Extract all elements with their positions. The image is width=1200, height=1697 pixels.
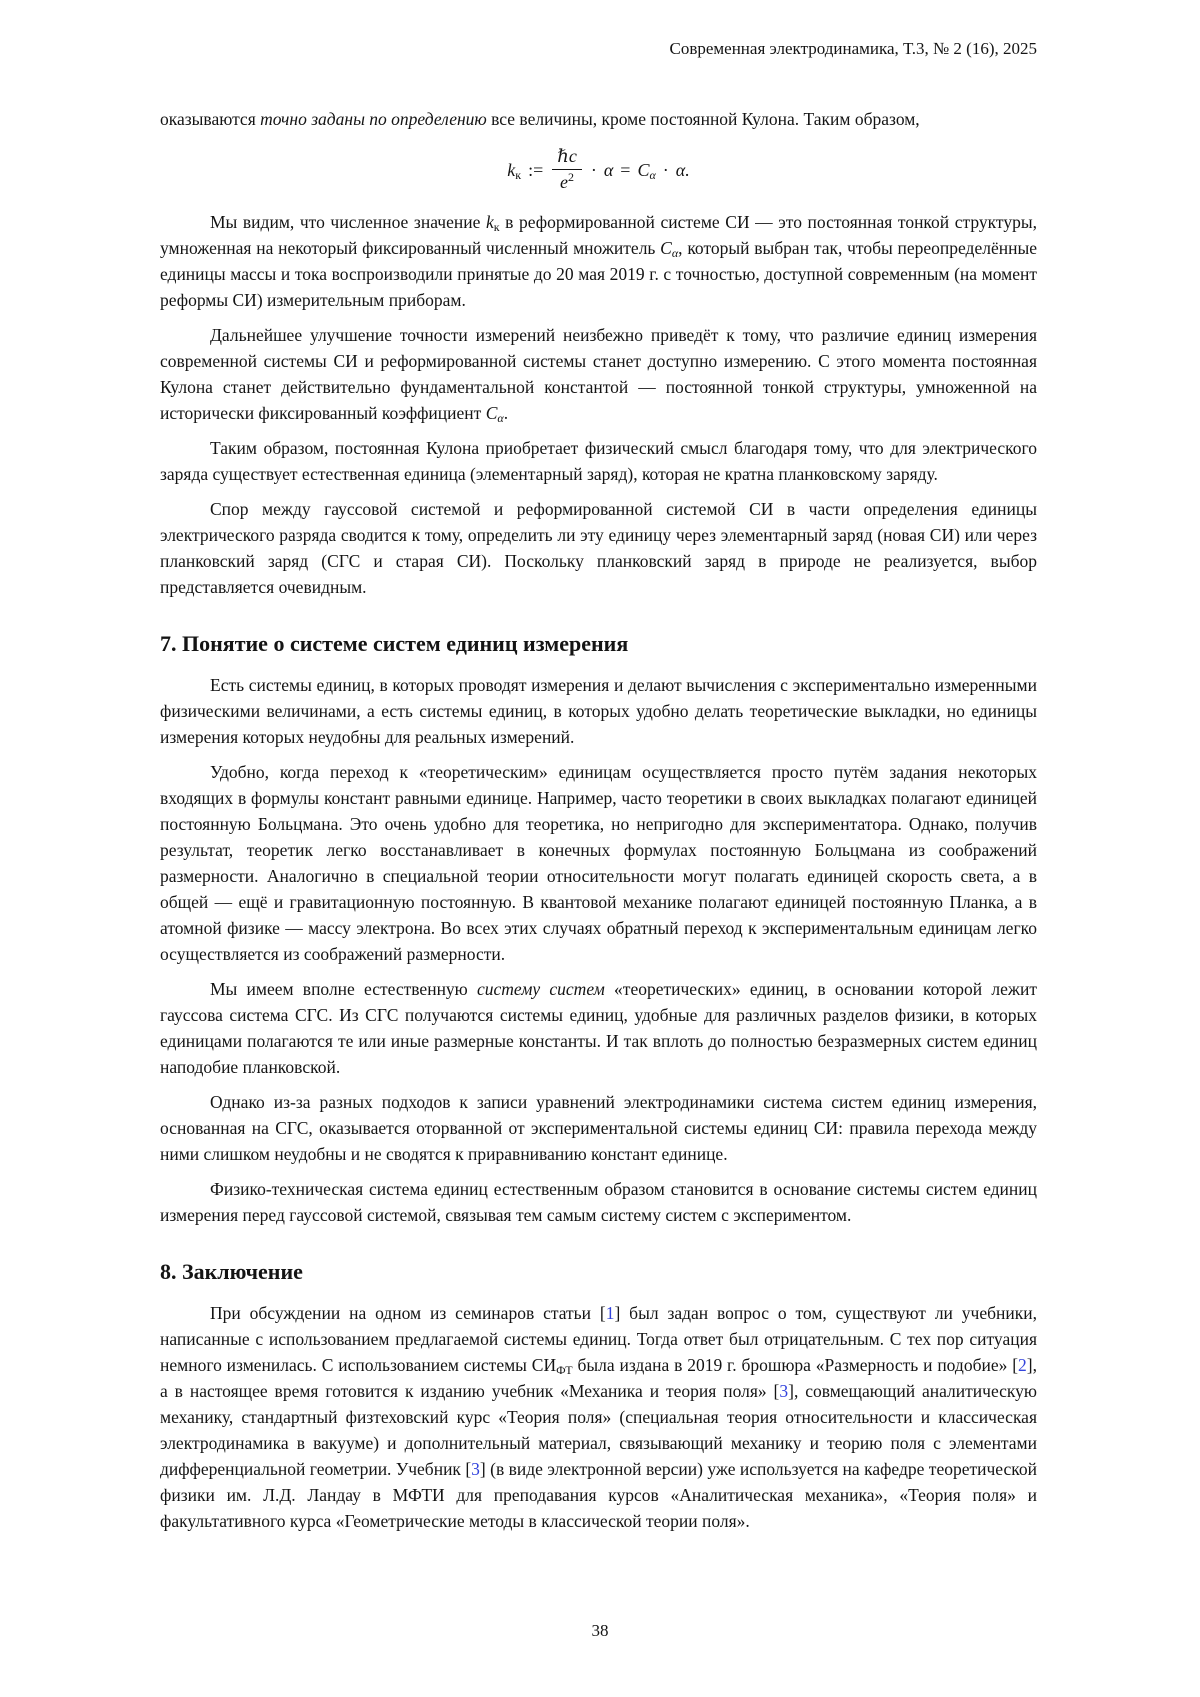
paragraph-text: Мы видим, что численное значение [210,212,486,232]
citation-link-3b[interactable]: 3 [471,1459,480,1479]
cdot-sign-2: · [662,159,669,180]
text-block [160,36,1037,1534]
paragraph-text: «теоретических» единиц, в основании которой лежит гауссова система СГС. Из СГС получаются системы единиц, удобные для различных разделов физики, в которых единицами полагаются те или иные размерные константы. И так вплоть до полностью безразмерных систем единиц наподобие планковской. [160,979,1037,1077]
paragraph-text: Мы имеем вполне естественную [210,979,477,999]
math-var-alpha: α [603,159,614,180]
paragraph-further-improvement [160,322,1037,426]
inline-math-C: C [660,238,672,258]
paragraph-sec7-4: Однако из-за разных подходов к записи уравнений электродинамики система систем единиц измерения, основанная на СГС, оказывается оторванной от экспериментальной системы единиц СИ: правила перехода между ними слишком неудобны и не сводятся к приравниванию констант единице. [160,1092,1037,1164]
intro-paragraph [160,106,1037,132]
citation-link-2[interactable]: 2 [1018,1355,1027,1375]
inline-math-k-sub: к [493,220,500,234]
fraction-denominator [555,170,579,193]
math-sub-k: к [515,167,522,182]
paragraph-text: ], а в настоящее время готовится к изданию учебник «Механика и теория поля» [ [160,1355,1037,1401]
inline-math-C: C [485,403,498,423]
paragraph-text: была издана в 2019 г. брошюра «Размерность и подобие» [ [572,1355,1019,1375]
formula-lhs [507,159,521,181]
math-var-C: C [637,159,650,180]
journal-running-head: Современная электродинамика, Т.3, № 2 (16), 2025 [669,39,1037,58]
paragraph-we-see [160,209,1037,313]
paragraph-text: ], совмещающий аналитическую механику, стандартный физтеховский курс «Теория поля» (специальная теория относительности и классическая электродинамика в вакууме) и дополнительный материал, связывающий механику и теорию поля с элементами дифференциальной геометрии. Учебник [ [160,1381,1038,1479]
formula-c-alpha [637,159,655,181]
section-8-heading: 8. Заключение [160,1259,303,1284]
paragraph-text: Дальнейшее улучшение точности измерений неизбежно приведёт к тому, что различие единиц измерения современной системы СИ и реформированной системы станет доступно измерению. С этого момента постоянная Кулона станет действительно фундаментальной константой — постоянной тонкой структуры, умноженной на исторически фиксированный коэффициент [160,325,1037,423]
page-number: 38 [591,1621,609,1640]
math-var-e: e [560,172,569,192]
paragraph-text: , который выбран так, чтобы переопределённые единицы массы и тока воспроизводили принятые до 20 мая 2019 г. с точностью, доступной современным (на момент реформы СИ) измерительным приборам. [160,238,1037,310]
equals-sign: = [620,159,631,180]
paragraph-dispute: Спор между гауссовой системой и реформированной системой СИ в части определения единицы электрического разряда сводится к тому, определить ли эту единицу через элементарный заряд (новая СИ) или через планковский заряд (СГС и старая СИ). Поскольку планковский заряд в природе не реализуется, выбор представляется очевидным. [160,499,1037,597]
paragraph-physical-meaning: Таким образом, постоянная Кулона приобретает физический смысл благодаря тому, что для электрического заряда существует естественная единица (элементарный заряд), которая не кратна планковскому заряду. [160,438,1037,484]
paragraph-sec7-1: Есть системы единиц, в которых проводят измерения и делают вычисления с экспериментально измеренными физическими величинами, а есть системы единиц, в которых удобно делать теоретические выкладки, но единицы измерения которых неудобны для реальных измерений. [160,675,1037,747]
paragraph-text: в реформированной системе СИ — это постоянная тонкой структуры, умноженная на некоторый фиксированный численный множитель [160,212,1037,258]
inline-math-C-sub: α [497,411,504,425]
coulomb-constant-formula [160,146,1037,193]
paragraph-conclusion [160,1300,1037,1534]
intro-text-post: все величины, кроме постоянной Кулона. Таким образом, [486,109,920,129]
define-equals-sign: := [528,159,544,180]
fraction [552,146,582,193]
paragraph-text: . [503,403,509,423]
inline-math-C-sub: α [671,246,679,260]
paragraph-text: При обсуждении на одном из семинаров статьи [ [210,1303,606,1323]
citation-link-3[interactable]: 3 [779,1381,789,1401]
math-sub-alpha: α [649,167,656,182]
emphasis-system-of-systems: систему систем [476,979,605,999]
paragraph-text: ] (в виде электронной версии) уже используется на кафедре теоретической физики им. Л.Д. Ландау в МФТИ для преподавания курсов «Аналитическая механика», «Теория поля» и факультативного курса «Геометрические методы в классической теории поля». [160,1459,1037,1531]
si-ft-subscript: ФТ [556,1363,573,1377]
paragraph-sec7-3 [160,976,1037,1080]
math-var-k: k [507,159,516,180]
cdot-sign: · [590,159,597,180]
intro-text-pre: оказываются [160,109,261,129]
section-7-heading: 7. Понятие о системе систем единиц измерения [160,631,629,656]
paragraph-text: ] был задан вопрос о том, существуют ли учебники, написанные с использованием предлагаемой системы единиц. Тогда ответ был отрицательным. С тех пор ситуация немного изменилась. С использованием системы СИ [160,1303,1037,1375]
math-exp-2: 2 [568,170,575,184]
intro-text-italic: точно заданы по определению [260,109,487,129]
fraction-numerator: ℏc [552,146,582,170]
paragraph-sec7-5: Физико-техническая система единиц естественным образом становится в основание системы систем единиц измерения перед гауссовой системой, связывая тем самым систему систем с экспериментом. [160,1179,1037,1225]
inline-math-k: k [485,212,494,232]
paragraph-sec7-2: Удобно, когда переход к «теоретическим» единицам осуществляется просто путём задания некоторых входящих в формулы констант равными единице. Например, часто теоретики в своих выкладках полагают единицей постоянную Больцмана. Это очень удобно для теоретика, но непригодно для экспериментатора. Однако, получив результат, теоретик легко восстанавливает в конечных формулах постоянную Больцмана из соображений размерности. Аналогично в специальной теории относительности могут полагать единицей скорость света, а в общей — ещё и гравитационную постоянную. В квантовой механике полагают единицей постоянную Планка, а в атомной физике — массу электрона. Во всех этих случаях обратный переход к экспериментальным единицам легко осуществляется из соображений размерности. [160,762,1037,964]
math-var-alpha-2: α. [675,159,690,180]
citation-link-1[interactable]: 1 [605,1303,615,1323]
